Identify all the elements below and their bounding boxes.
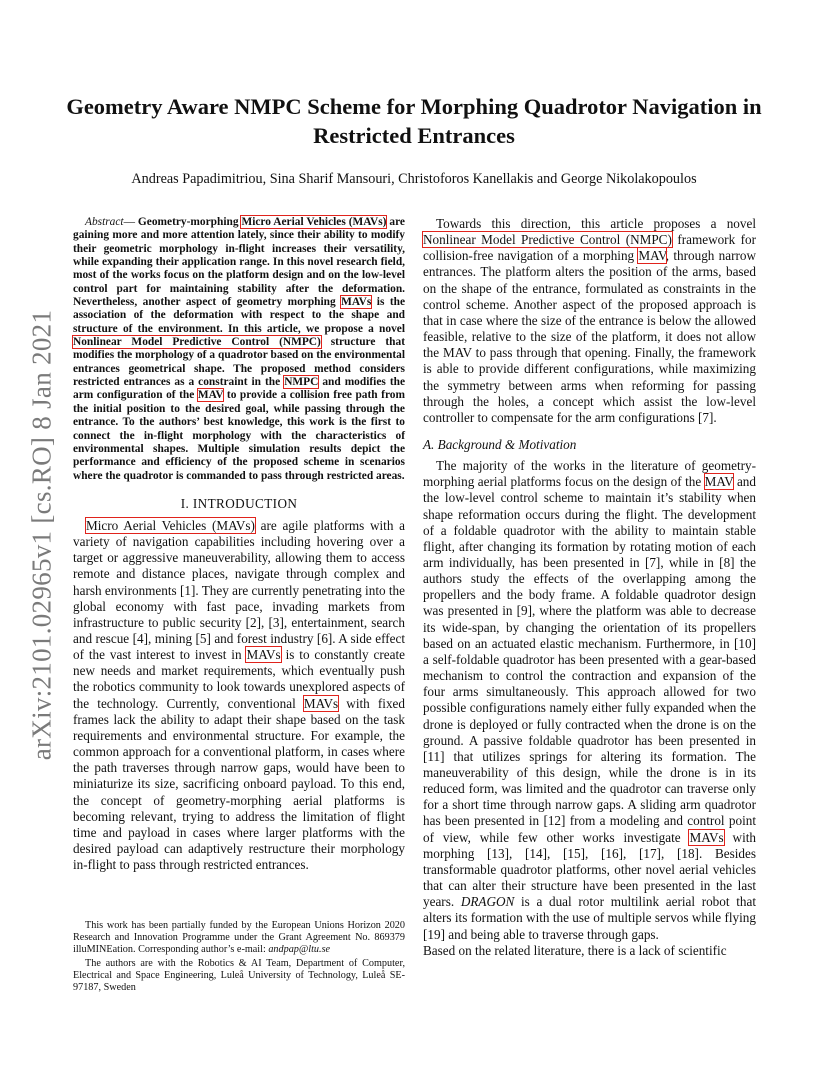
right-p2-text-c: with morphing [13], [14], [15], [16], [17], [18]. Besides transformable quadrotor platforms, other novel aerial vehicles that can alter their structure have been presented in the last years. — [423, 829, 756, 910]
acronym-link-mav-full[interactable]: Micro Aerial Vehicles (MAVs) — [86, 517, 255, 533]
abstract-paragraph — [73, 216, 405, 483]
intro-text-3: with fixed frames lack the ability to adapt their shape based on the task requirements and environmental structure. For example, the common approach for a conventional platform, in cases where the path traverses through narrow gaps, would have been to miniaturize its size, sacrificing onboard payload. To this end, the concept of geometry-morphing aerial platforms is becoming relevant, trying to address the limitation of flight time and payload in cases where larger platforms with the desired payload can adaptively restructure their morphology in-flight to pass through restricted entrances. — [73, 695, 405, 873]
arxiv-identifier-stamp — [18, 300, 66, 770]
abstract-dash: — — [123, 216, 135, 228]
right-p2-text-a: The majority of the works in the literature of geometry-morphing aerial platforms focus on the design of the — [423, 458, 756, 490]
abstract-text-6: to provide a collision free path from the initial position to the desired goal, while passing through the entrance. To the authors’ best knowledge, this work is the first to connect the in-flight morphology with the characteristics of environmental shapes. Multiple simulation results depict the performance and efficiency of the proposed scheme in scenarios where the quadrotor is commanded to pass through restricted areas. — [73, 389, 405, 482]
footnotes — [73, 920, 405, 995]
acronym-link-mavs[interactable]: MAVs — [303, 695, 339, 711]
left-column — [73, 216, 405, 873]
right-paragraph-1 — [423, 216, 756, 426]
right-paragraph-2 — [423, 458, 756, 943]
intro-text-2: is to constantly create new needs and market requirements, which eventually push the robotics community to look towards unexplored aspects of the technology. Currently, conventional — [73, 647, 406, 711]
acronym-link-mavs[interactable]: MAVs — [689, 829, 724, 845]
intro-text-1: are agile platforms with a variety of navigation capabilities including hovering over a target or aggressive maneuverability, allowing them to access remote and distance places, navigate through complex and harsh environments [1]. They are currently penetrating into the global economy with fast pace, invading markets from infrastructure to public security [2], [3], entertainment, search and rescue [4], mining [5] and forest industry [6]. A side effect of the vast interest to invest in — [73, 517, 405, 663]
right-p1-text-b: framework for collision-free navigation of a morphing — [423, 232, 756, 264]
corresponding-email: andpap@ltu.se — [268, 944, 331, 956]
section-heading-introduction: I. INTRODUCTION — [180, 495, 298, 511]
subsection-heading-background: A. Background & Motivation — [423, 437, 577, 453]
author-list: Andreas Papadimitriou, Sina Sharif Mansouri, Christoforos Kanellakis and George Nikolakopoulos — [131, 171, 697, 187]
acronym-link-mav-full[interactable]: Micro Aerial Vehicles (MAVs) — [241, 216, 387, 228]
intro-paragraph — [73, 518, 405, 873]
acronym-link-mavs[interactable]: MAVs — [246, 647, 281, 663]
acronym-link-nmpc-full[interactable]: Nonlinear Model Predictive Control (NMPC) — [73, 336, 321, 349]
right-p1-text-c: , through narrow entrances. The platform alters the position of the arms, based on the shape of the entrance, formulated as constraints in the control scheme. Another aspect of the proposed approach is that in case where the size of the entrance is below the allowed feasible, relative to the size of the platform, it does not allow the MAV to pass through that opening. Finally, the framework is able to provide different configurations, while maximizing the symmetry between arms when reforming for passing through the holes, a concept which assist the low-level controller to compensate for the arm configurations [7]. — [423, 248, 756, 425]
right-p2-text-d: is a dual rotor multilink aerial robot that alters its formation with the use of multiple servos while flying [19] and being able to traverse through gaps. — [423, 894, 756, 942]
footnote-affiliation: The authors are with the Robotics & AI Team, Department of Computer, Electrical and Space Engineering, Luleå University of Technology, Luleå SE-97187, Sweden — [73, 957, 405, 994]
arxiv-identifier-text: arXiv:2101.02965v1 [cs.RO] 8 Jan 2021 — [26, 309, 57, 761]
acronym-link-nmpc-full[interactable]: Nonlinear Model Predictive Control (NMPC) — [423, 232, 672, 248]
abstract-label: Abstract — [85, 216, 124, 228]
acronym-link-mavs[interactable]: MAVs — [341, 296, 372, 309]
dragon-term: DRAGON — [460, 894, 515, 910]
footnote-funding-text: This work has been partially funded by the European Unions Horizon 2020 Research and Innovation Programme under the Grant Agreement No. 869379 illuMINEation. Corresponding author’s e-mail: — [73, 920, 405, 956]
acronym-link-mav[interactable]: MAV — [704, 474, 734, 490]
right-paragraph-3: Based on the related literature, there is a lack of scientific — [423, 942, 727, 958]
abstract-text-1: Geometry-morphing — [135, 216, 242, 228]
right-p1-text-a: Towards this direction, this article proposes a novel — [436, 216, 756, 231]
footnote-funding — [73, 920, 405, 957]
acronym-link-mav[interactable]: MAV — [638, 248, 666, 264]
acronym-link-nmpc[interactable]: NMPC — [284, 376, 319, 389]
abstract-text-2: are gaining more and more attention lately, since their ability to modify their geometric morphology in-flight increases their versatility, while expanding their application range. In this novel research field, most of the works focus on the platform design and on the low-level control part for maintaining stability after the deformation. Nevertheless, another aspect of geometry morphing — [73, 216, 405, 309]
abstract-text-4: structure that modifies the morphology of a quadrotor based on the environmental entrances geometrical shape. The proposed method considers restricted entrances as a constraint in the — [73, 336, 405, 389]
abstract-text-5: and modifies the arm configuration of the — [73, 376, 405, 402]
abstract-text-3: is the association of the deformation with respect to the shape and structure of the environment. In this article, we propose a novel — [73, 296, 406, 335]
right-p2-text-b: and the low-level control scheme to maintain it’s stability when shape reformation occurs during the flight. The development of a foldable quadrotor with the ability to maintain stable flight, after changing its formation by rotating motion of each arm individually, has been presented in [7], while in [8] the authors study the effects of the overlapping among the propellers and the body frame. A foldable quadrotor design was presented in [9], where the platform was able to decrease its wide-span, by changing the orientation of its propellers based on an actuated elastic mechanism. Furthermore, in [10] a self-foldable quadrotor has been presented with a gear-based mechanism to control the contraction and expansion of the four arms simultaneously. This approach allowed for two possible configurations namely either fully expanded when the drone is deployed or fully contracted when the drone is on the ground. A passive foldable quadrotor has been presented in [11] that utilizes springs for altering its formation. The maneuverability of this design, while the drone is in its reduced form, was limited and the quadrotor can traverse only for a short time through narrow gaps. A sliding arm quadrotor has been presented in [12] from a modeling and control point of view, while few other works investigate — [423, 474, 756, 845]
acronym-link-mav[interactable]: MAV — [197, 389, 224, 402]
paper-title: Geometry Aware NMPC Scheme for Morphing Quadrotor Navigation in Restricted Entrances — [66, 94, 762, 148]
right-column — [423, 216, 756, 959]
